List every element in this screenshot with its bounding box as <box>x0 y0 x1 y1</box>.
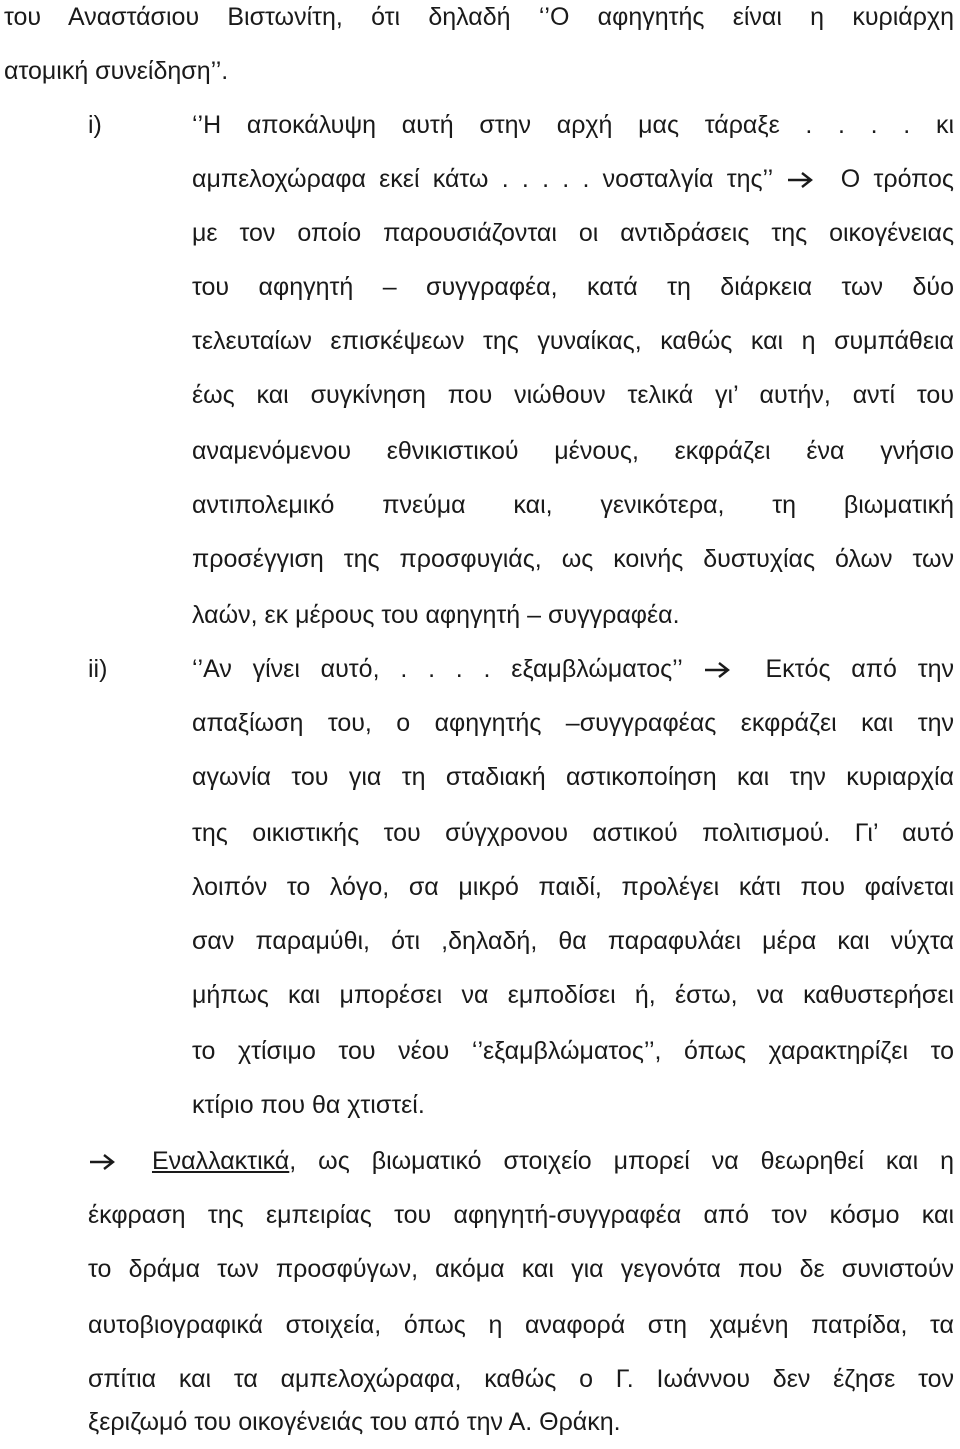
list-marker-i: i) <box>88 111 102 139</box>
arrow-right-icon <box>703 642 737 696</box>
text-line <box>88 1134 954 1188</box>
text-line: με τον οποίο παρουσιάζονται οι αντιδράσεις της οικογένειας <box>192 219 954 247</box>
text-line: ξεριζωμό του οικογένειάς του από την Α. Θράκη. <box>88 1408 621 1436</box>
text-line: τελευταίων επισκέψεων της γυναίκας, καθώς και η συμπάθεια <box>192 327 954 355</box>
quote-text: αμπελοχώραφα εκεί κάτω . . . . . νοσταλγία της’’ <box>192 165 773 193</box>
quote-text: ‘’Αν γίνει αυτό, . . . . εξαμβλώματος’’ <box>192 655 682 683</box>
text-segment: Ο τρόπος <box>840 165 954 193</box>
text-line: ατομική συνείδηση’’. <box>4 57 229 85</box>
text-line: της οικιστικής του σύγχρονου αστικού πολιτισμού. Γι’ αυτό <box>192 819 954 847</box>
text-segment: , ως βιωματικό στοιχείο μπορεί να θεωρηθεί και η <box>289 1147 955 1175</box>
arrow-right-icon <box>786 152 820 206</box>
text-line: έως και συγκίνηση που νιώθουν τελικά γι’ αυτήν, αντί του <box>192 381 954 409</box>
text-line: το δράμα των προσφύγων, ακόμα και για γεγονότα που δε συνιστούν <box>88 1255 954 1283</box>
text-line <box>192 642 954 696</box>
text-line: έκφραση της εμπειρίας του αφηγητή-συγγραφέα από τον κόσμο και <box>88 1201 954 1229</box>
text-line: κτίριο που θα χτιστεί. <box>192 1091 425 1119</box>
list-marker-ii: ii) <box>88 655 108 683</box>
text-line: απαξίωση του, ο αφηγητής –συγγραφέας εκφράζει και την <box>192 709 954 737</box>
text-line: το χτίσιμο του νέου ‘’εξαμβλώματος’’, όπως χαρακτηρίζει το <box>192 1037 954 1065</box>
text-line: μήπως και μπορέσει να εμποδίσει ή, έστω, να καθυστερήσει <box>192 981 954 1009</box>
text-line: αντιπολεμικό πνεύμα και, γενικότερα, τη βιωματική <box>192 491 954 519</box>
arrow-right-icon <box>88 1134 122 1188</box>
text-line: του Αναστάσιου Βιστωνίτη, ότι δηλαδή ‘’Ο αφηγητής είναι η κυριάρχη <box>4 3 954 31</box>
text-line: αυτοβιογραφικά στοιχεία, όπως η αναφορά στη χαμένη πατρίδα, τα <box>88 1311 954 1339</box>
text-line: λοιπόν το λόγο, σα μικρό παιδί, προλέγει κάτι που φαίνεται <box>192 873 954 901</box>
alternative-keyword: Εναλλακτικά <box>151 1147 290 1175</box>
text-line: αναμενόμενου εθνικιστικού μένους, εκφράζει ένα γνήσιο <box>192 437 954 465</box>
text-line: αγωνία του για τη σταδιακή αστικοποίηση και την κυριαρχία <box>192 763 954 791</box>
text-line: σπίτια και τα αμπελοχώραφα, καθώς ο Γ. Ιωάννου δεν έζησε τον <box>88 1365 954 1393</box>
text-line: του αφηγητή – συγγραφέα, κατά τη διάρκεια των δύο <box>192 273 954 301</box>
text-line <box>192 152 954 206</box>
text-line: λαών, εκ μέρους του αφηγητή – συγγραφέα. <box>192 601 680 629</box>
text-line: σαν παραμύθι, ότι ,δηλαδή, θα παραφυλάει μέρα και νύχτα <box>192 927 954 955</box>
text-line: ‘’Η αποκάλυψη αυτή στην αρχή μας τάραξε . . . . κι <box>192 111 954 139</box>
text-segment: Εκτός από την <box>765 655 954 683</box>
text-line: προσέγγιση της προσφυγιάς, ως κοινής δυστυχίας όλων των <box>192 545 954 573</box>
